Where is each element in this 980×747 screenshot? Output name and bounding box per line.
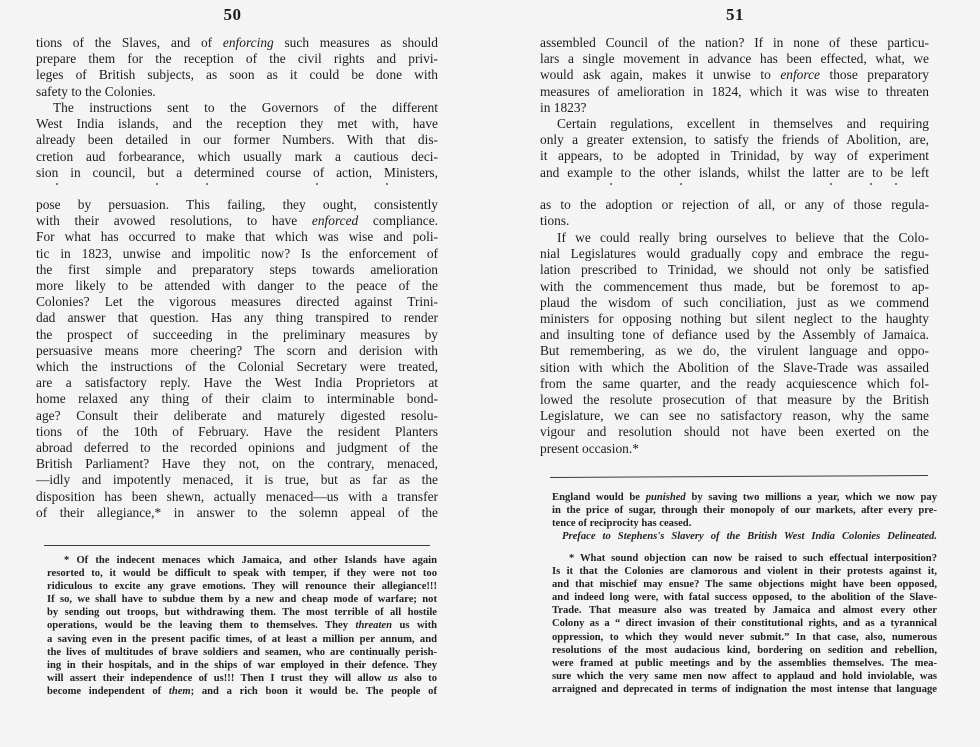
footnote (552, 552, 937, 696)
paragraph-continuation (540, 35, 929, 116)
footnote-line: ridiculous to excite any grave emotions. They will renounce their allegiance!!! (47, 581, 437, 593)
text-line: persuasive means more cheering? The scorn and derision with (36, 342, 438, 358)
text-line: which the instructions of the Colonial Secretary were treated, (36, 359, 438, 375)
scan-gap (540, 181, 929, 191)
footnote-line: and that mischief may ensue? The same objections might have been opposed, (552, 579, 937, 591)
text-line: Legislature, we can see no satisfactory reason, why the same (540, 408, 929, 424)
footnote-line: were framed at public meetings and by the assemblies themselves. The mea- (552, 657, 937, 669)
footnote-divider (44, 545, 430, 546)
footnote-divider (550, 475, 928, 478)
footnote-continuation (552, 491, 937, 543)
text-line: and example to the other islands, whilst the latter are to be left (540, 164, 929, 180)
text-line: —idly and impotently menaced, it is true, but as far as the (36, 472, 438, 488)
text-line: cretion aud forbearance, which usually mark a cautious deci- (36, 148, 438, 164)
text-line: with their avowed resolutions, to have enforced compliance. (36, 213, 438, 229)
page-number: 50 (223, 5, 242, 24)
text-line: prepare them for the reception of the civil rights and privi- (36, 51, 438, 67)
footnote-line: oppression, to which they would never submit.” In that case, also, numerous (552, 631, 937, 643)
text-line: tions of the Slaves, and of enforcing such measures as should (36, 35, 438, 50)
footnote-line: by sending out troops, but withdrawing them. The most terrible of all hostile (47, 607, 437, 619)
text-line: lowed the resolute prosecution of that measure by the British (540, 392, 929, 408)
text-line: Colonies? Let the vigorous measures directed against Trini- (36, 294, 438, 310)
text-line: But remembering, as we do, the virulent language and oppo- (540, 343, 929, 359)
text-line: plaud the wisdom of such conciliation, just as we commend (540, 294, 929, 310)
footnote-line: Colony as a “ direct invasion of their constitutional rights, and as a tyrannical (552, 618, 937, 630)
text-line: of their allegiance,* in answer to the solemn appeal of the (36, 504, 438, 520)
text-line: nial Legislatures would gradually copy and embrace the regu- (540, 246, 929, 262)
text-line: the first simple and preparatory steps towards amelioration (36, 261, 438, 277)
text-line: home relaxed any thing of their claim to interminable bond- (36, 391, 438, 407)
text-line: and insulting tone of defiance used by the Assembly of Jamaica. (540, 327, 929, 343)
text-line: as to the adoption or rejection of all, or any of those regula- (540, 197, 929, 212)
text-line: are a satisfactory reply. Have the West India Proprietors at (36, 375, 438, 391)
text-line: If we could really bring ourselves to believe that the Colo- (557, 230, 929, 245)
text-line: The instructions sent to the Governors of the different (53, 100, 438, 115)
scan-gap (36, 181, 438, 191)
text-line: already been detailed in our former Numbers. With that dis- (36, 132, 438, 148)
paragraph-persuasion (36, 197, 438, 521)
text-line: pose by persuasion. This failing, they ought, consistently (36, 197, 438, 212)
text-line: in 1823? (540, 99, 587, 115)
text-line: Certain regulations, excellent in themselves and requiring (557, 116, 929, 131)
footnote-line: Trade. That measure also was treated by Jamaica and almost every other (552, 605, 937, 617)
citation: Preface to Stephens's Slavery of the British West India Colonies Delineated. (562, 531, 937, 543)
text-line: disposition has been shewn, actually menaced—us with a transfer (36, 488, 438, 504)
text-line: age? Consult their deliberate and maturely digested resolu- (36, 407, 438, 423)
footnote-line: England would be punished by saving two millions a year, which we now pay (552, 492, 937, 503)
page-number: 51 (726, 5, 744, 24)
footnote-line: operations, would be the leaving them to themselves. They threaten us with (47, 620, 438, 632)
text-line: with the commencement thus made, but be foremost to ap- (540, 278, 929, 294)
text-line: tions of the 10th of February. Have the resident Planters (36, 423, 438, 439)
text-line: leges of British subjects, as soon as it could be done with (36, 67, 438, 83)
paragraph-legislatures (540, 230, 929, 457)
text-line: lation prescribed to Trinidad, we should not only be satisfied (540, 262, 929, 278)
page-51 (490, 0, 980, 747)
text-line: it appears, to be adopted in Trinidad, by way of experiment (540, 148, 929, 164)
footnote-line: the lives of multitudes of brave soldiers and seamen, who are continually perish- (47, 646, 437, 658)
text-line: safety to the Colonies. (36, 83, 156, 99)
footnote-line: * What sound objection can now be raised to such effectual interposition? (569, 553, 937, 564)
footnote-line: sure which the very same men now affect to applaud and hold inviolable, was (552, 670, 937, 682)
text-line: measures of amelioration in 1824, which it was wise to threaten (540, 83, 929, 99)
footnote-line: tence of reciprocity has ceased. (552, 518, 692, 530)
footnote-line: ing in their hospitals, and in the ships of war employed in their defence. They (47, 659, 437, 671)
footnote-line: in the price of sugar, through their monopoly of our markets, after every pre- (552, 505, 937, 517)
footnote-line: will assert their independence of us!!! Then I trust they will allow us also to (47, 672, 437, 684)
paragraph-continuation (36, 35, 438, 100)
text-line: the prospect of succeeding in the preliminary measures by (36, 326, 438, 342)
text-line: from the same quarter, and the ready acquiescence which fol- (540, 375, 929, 391)
text-line: present occasion.* (540, 440, 639, 456)
footnote-line: become independent of them; and a rich boon it would be. The people of (47, 685, 437, 697)
footnote-line: arraigned and deprecated in terms of indignation the most intense that language (552, 683, 937, 695)
footnote-line: a saving even in the present pacific times, of at least a million per annum, and (47, 633, 437, 645)
text-line: tic in 1823, unwise and impolitic now? Is the enforcement of (36, 245, 438, 261)
text-line: British Parliament? Have they not, on the contrary, menaced, (36, 456, 438, 472)
paragraph-regulations (540, 116, 929, 191)
text-line: sion in council, but a determined course of action, Ministers, (36, 164, 438, 180)
footnote-line: Is it that the Colonies are clamorous and violent in their protests against it, (552, 566, 937, 578)
text-line: assembled Council of the nation? If in none of these particu- (540, 35, 929, 50)
text-line: sition with which the Abolition of the Slave-Trade was assailed (540, 359, 929, 375)
text-line: dad answer that question. Has any thing transpired to render (36, 310, 438, 326)
text-line: more likely to be attended with danger to the peace of the (36, 278, 438, 294)
footnote-line: * Of the indecent menaces which Jamaica, and other Islands have again (64, 555, 437, 566)
text-line: ministers for opposing nothing but silent neglect to the haughty (540, 311, 929, 327)
text-line: For what has occurred to make that which was wise and poli- (36, 229, 438, 245)
text-line: tions. (540, 213, 570, 229)
text-line: West India islands, and the reception they met with, have (36, 116, 438, 132)
text-line: only a greater extension, to satisfy the friends of Abolition, are, (540, 132, 929, 148)
paragraph-instructions (36, 100, 438, 191)
footnote-line: If so, we shall have to subdue them by a new and cheap mode of warfare; not (47, 594, 437, 606)
footnote (47, 554, 437, 698)
text-line: lars a single movement in advance has been effected, what, we (540, 51, 929, 67)
text-line: abroad deferred to the recorded opinions and judgment of the (36, 440, 438, 456)
text-line: would ask again, makes it unwise to enforce those preparatory (540, 67, 930, 83)
paragraph-adoption (540, 197, 929, 229)
footnote-line: resorted to, it would be difficult to speak with temper, if they were not too (47, 568, 437, 580)
footnote-line: and indeed long were, with fatal success opposed, to the abolition of the Slave- (552, 592, 937, 604)
footnote-line: resolutions of the most audacious kind, bordering on sedition and rebellion, (552, 644, 937, 656)
text-line: vigour and resolution should not have been exerted on the (540, 424, 929, 440)
